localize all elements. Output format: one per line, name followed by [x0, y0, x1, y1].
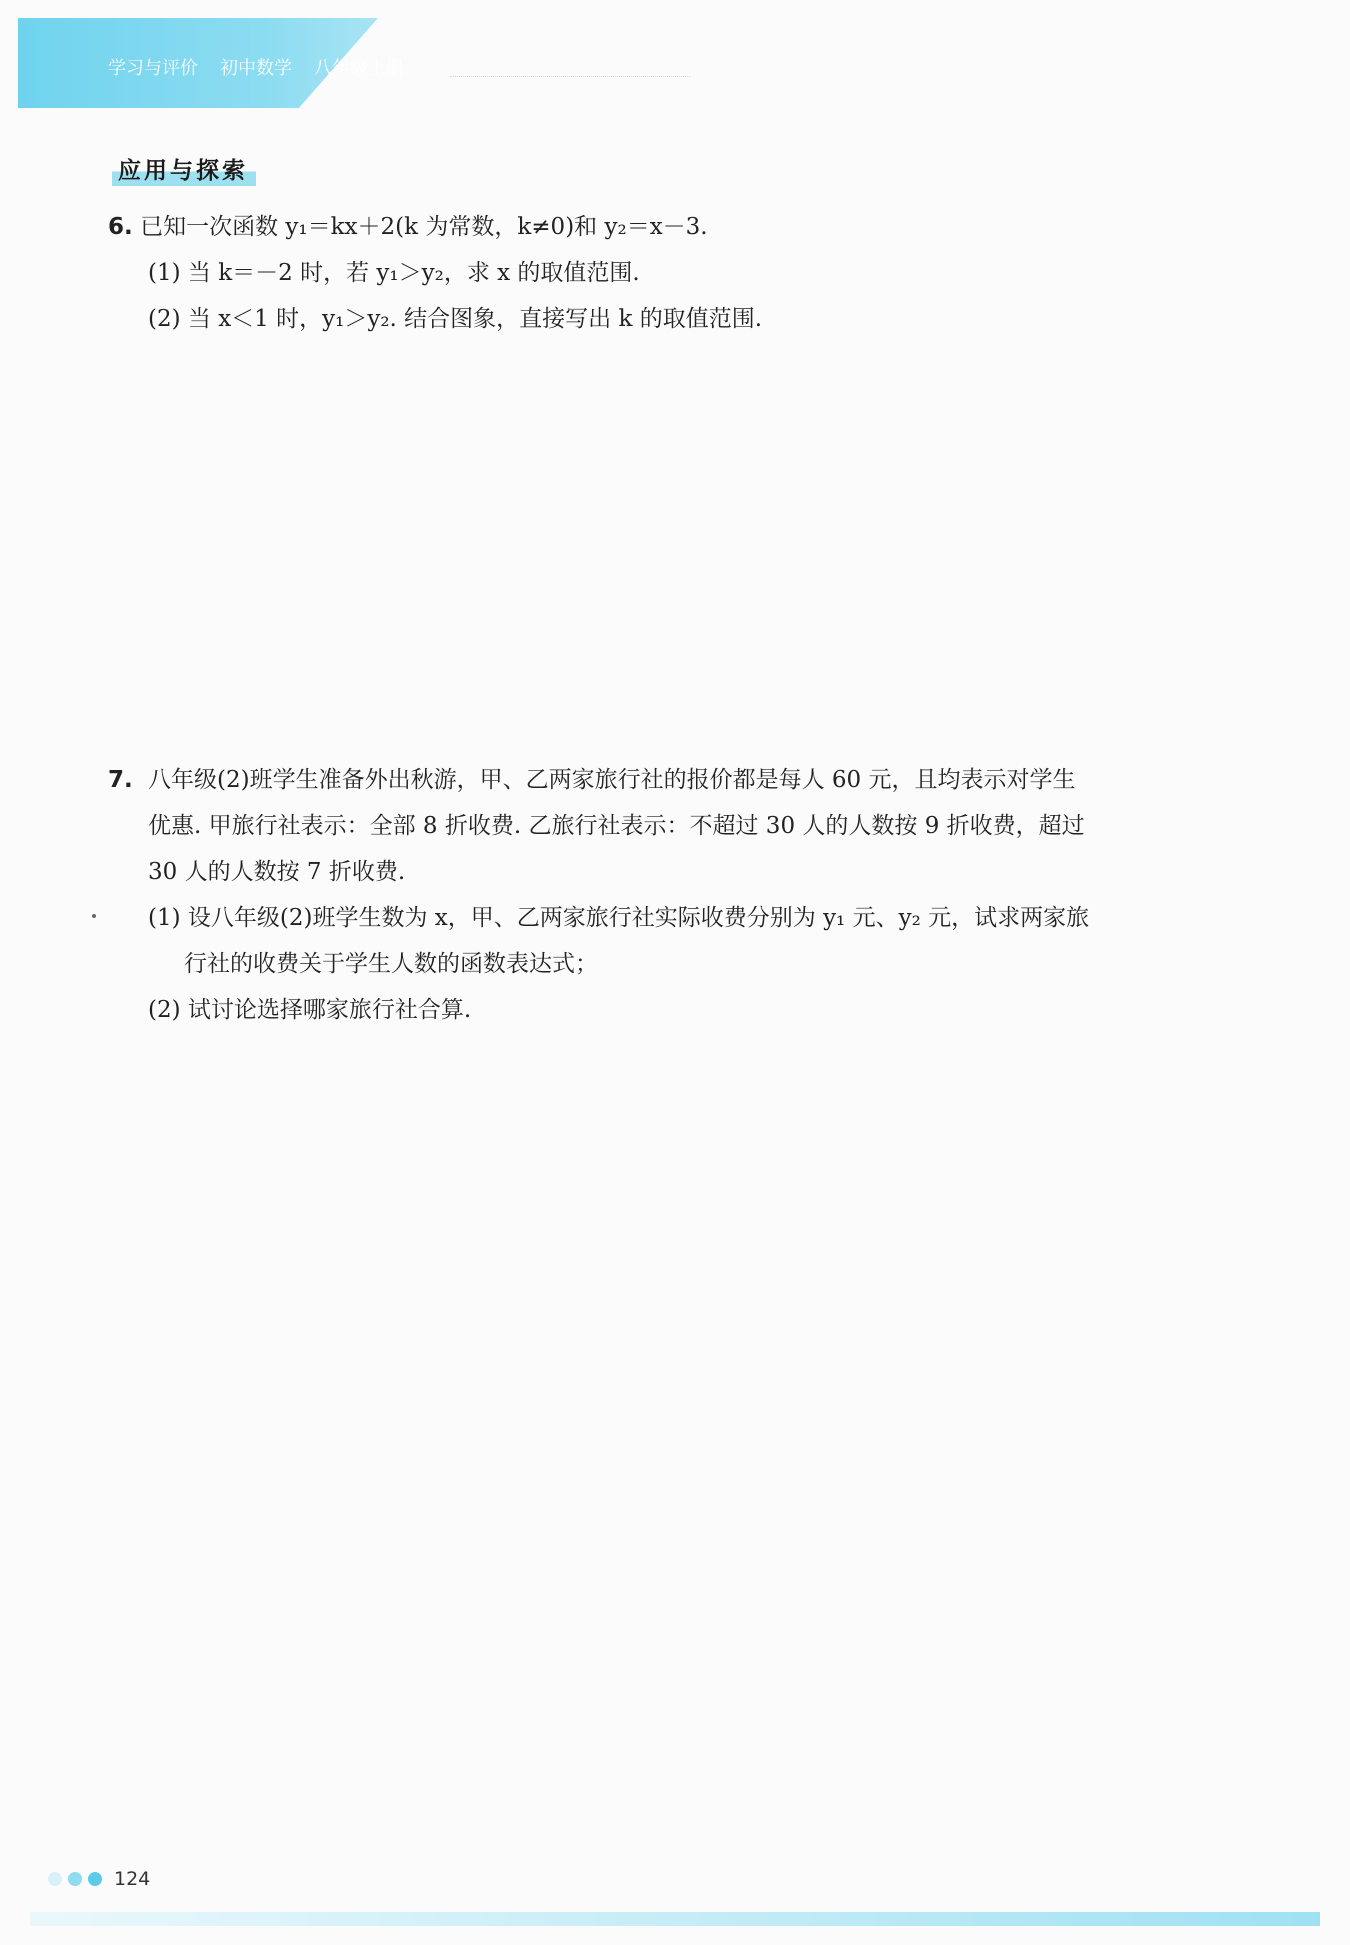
section-title: 应用与探索	[112, 150, 256, 189]
question-number: 7.	[108, 767, 133, 793]
question-6-part-2: (2) 当 x＜1 时，y₁＞y₂. 结合图象，直接写出 k 的取值范围.	[148, 306, 763, 332]
footer-dot-icon	[88, 1872, 102, 1886]
question-6-part-1: (1) 当 k＝－2 时，若 y₁＞y₂，求 x 的取值范围.	[148, 260, 640, 286]
footer-dot-icon	[68, 1872, 82, 1886]
question-7-line-1: 八年级(2)班学生准备外出秋游，甲、乙两家旅行社的报价都是每人 60 元，且均表示对学生	[148, 767, 1076, 793]
question-7-part-1-line-2: 行社的收费关于学生人数的函数表达式；	[184, 951, 598, 977]
running-header	[108, 52, 404, 82]
question-7-stem	[148, 757, 1238, 895]
question-6	[108, 204, 708, 250]
question-stem: 已知一次函数 y₁＝kx＋2(k 为常数，k≠0)和 y₂＝x－3.	[140, 214, 708, 240]
question-7-part-2: (2) 试讨论选择哪家旅行社合算.	[148, 997, 472, 1023]
question-7-line-2: 优惠. 甲旅行社表示：全部 8 折收费. 乙旅行社表示：不超过 30 人的人数按 9 折收费，超过	[148, 813, 1085, 839]
footer	[48, 1868, 150, 1890]
margin-dot	[92, 914, 96, 918]
footer-dot-icon	[48, 1872, 62, 1886]
question-7-number	[108, 757, 133, 803]
header-series: 学习与评价	[108, 58, 198, 79]
question-7-line-3: 30 人的人数按 7 折收费.	[148, 859, 406, 885]
header-subject: 初中数学	[220, 58, 292, 79]
header-dotted-line	[450, 76, 690, 77]
footer-band	[30, 1912, 1320, 1926]
question-7-part-1-line-1: (1) 设八年级(2)班学生数为 x，甲、乙两家旅行社实际收费分别为 y₁ 元、y₂ 元，试求两家旅	[148, 905, 1090, 931]
question-number: 6.	[108, 214, 133, 240]
header-grade: 八年级上册	[314, 58, 404, 79]
page-number: 124	[114, 1868, 151, 1890]
